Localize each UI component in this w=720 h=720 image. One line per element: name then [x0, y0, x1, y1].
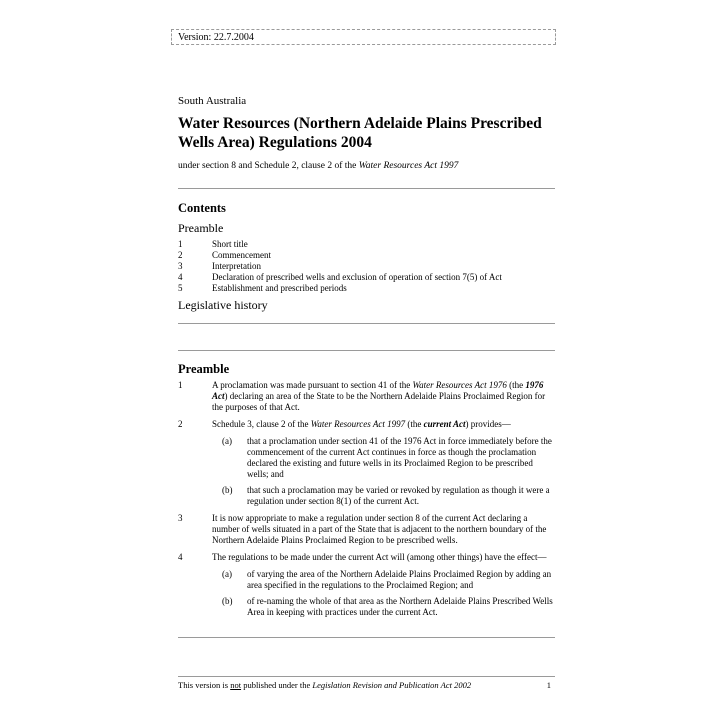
text-run: (the [506, 380, 526, 390]
defined-term: 1976 Act [212, 380, 544, 401]
act-name: Legislation Revision and Publication Act 2002 [312, 680, 472, 690]
contents-item[interactable] [178, 283, 502, 294]
contents-item[interactable] [178, 272, 502, 283]
subparagraph-number: (b) [222, 485, 233, 495]
preamble-paragraph [178, 419, 555, 507]
subtitle-text: under section 8 and Schedule 2, clause 2 of the [178, 161, 359, 171]
contents-preamble-link[interactable]: Preamble [178, 221, 224, 235]
subparagraph [212, 596, 555, 618]
subparagraph-text: that a proclamation under section 41 of the 1976 Act in force immediately before the commencement of the current Act continues in force as though the proclamation declared the existing and future wells in its Proclaimed Region to be prescribed wells; and [247, 436, 552, 479]
paragraph-text [212, 552, 555, 618]
subparagraph-number: (b) [222, 596, 233, 606]
subparagraph-number: (a) [222, 569, 232, 579]
page-footer [178, 680, 555, 690]
contents-heading: Contents [178, 201, 226, 215]
preamble-heading: Preamble [178, 362, 230, 376]
divider [178, 637, 555, 638]
text-run: A proclamation was made pursuant to section 41 of the [212, 380, 413, 390]
contents-item-title: Establishment and prescribed periods [212, 283, 347, 293]
contents-item[interactable] [178, 250, 502, 261]
page-number: 1 [546, 680, 551, 690]
paragraph-text [212, 419, 555, 507]
divider [178, 350, 555, 351]
subparagraph [212, 436, 555, 480]
subparagraph-number: (a) [222, 436, 232, 446]
contents-item-number: 3 [178, 261, 183, 271]
text-run: not [230, 680, 242, 690]
paragraph-number: 3 [178, 513, 183, 523]
divider [178, 323, 555, 324]
paragraph-text: It is now appropriate to make a regulation under section 8 of the current Act declaring a number of wells situated in a part of the State that is adjacent to the northern boundary of the Northern Adelaide Plains Proclaimed Region to be prescribed wells. [212, 513, 547, 545]
contents-item-number: 4 [178, 272, 183, 282]
text-run: This version is [178, 680, 231, 690]
contents-item-number: 1 [178, 239, 183, 249]
subtitle-act: Water Resources Act 1997 [358, 161, 459, 171]
contents-item[interactable] [178, 261, 502, 272]
paragraph-number: 2 [178, 419, 183, 429]
paragraph-number: 4 [178, 552, 183, 562]
contents-history-link[interactable]: Legislative history [178, 298, 268, 312]
footer-divider [178, 676, 555, 677]
contents-item-number: 2 [178, 250, 183, 260]
subparagraph [212, 485, 555, 507]
subparagraph-text: of re-naming the whole of that area as the Northern Adelaide Plains Prescribed Wells Area in keeping with practices under the current Act. [247, 596, 553, 617]
subparagraph [212, 569, 555, 591]
act-name: Water Resources Act 1997 [310, 419, 406, 429]
text-run: The regulations to be made under the current Act will (among other things) have the effect— [212, 552, 547, 562]
preamble-paragraph [178, 380, 555, 413]
preamble-paragraph [178, 552, 555, 618]
jurisdiction: South Australia [178, 95, 247, 107]
divider [178, 188, 555, 189]
document-title: Water Resources (Northern Adelaide Plains Prescribed Wells Area) Regulations 2004 [178, 115, 542, 151]
contents-item-number: 5 [178, 283, 183, 293]
document-subtitle [178, 161, 458, 171]
text-run: ) provides— [465, 419, 511, 429]
contents-item[interactable] [178, 239, 502, 250]
text-run: published under the [241, 680, 313, 690]
contents-item-title: Commencement [212, 250, 271, 260]
contents-list [178, 239, 502, 294]
subparagraph-text: that such a proclamation may be varied or revoked by regulation as though it were a regulation under section 8(1) of the current Act. [247, 485, 550, 506]
text-run: Schedule 3, clause 2 of the [212, 419, 311, 429]
contents-item-title: Interpretation [212, 261, 261, 271]
subparagraph-text: of varying the area of the Northern Adelaide Plains Proclaimed Region by adding an area specified in the regulations to the Proclaimed Region; and [247, 569, 552, 590]
version-label: Version: 22.7.2004 [171, 29, 556, 45]
paragraph-text [212, 380, 555, 413]
preamble-body [178, 380, 555, 624]
text-run: (the [405, 419, 424, 429]
preamble-paragraph [178, 513, 555, 546]
paragraph-number: 1 [178, 380, 183, 390]
text-run: ) declaring an area of the State to be the Northern Adelaide Plains Proclaimed Region for the purposes of that Act. [212, 391, 546, 412]
contents-item-title: Declaration of prescribed wells and exclusion of operation of section 7(5) of Act [212, 272, 502, 282]
act-name: Water Resources Act 1976 [412, 380, 507, 390]
defined-term: current Act [423, 419, 466, 429]
contents-item-title: Short title [212, 239, 248, 249]
